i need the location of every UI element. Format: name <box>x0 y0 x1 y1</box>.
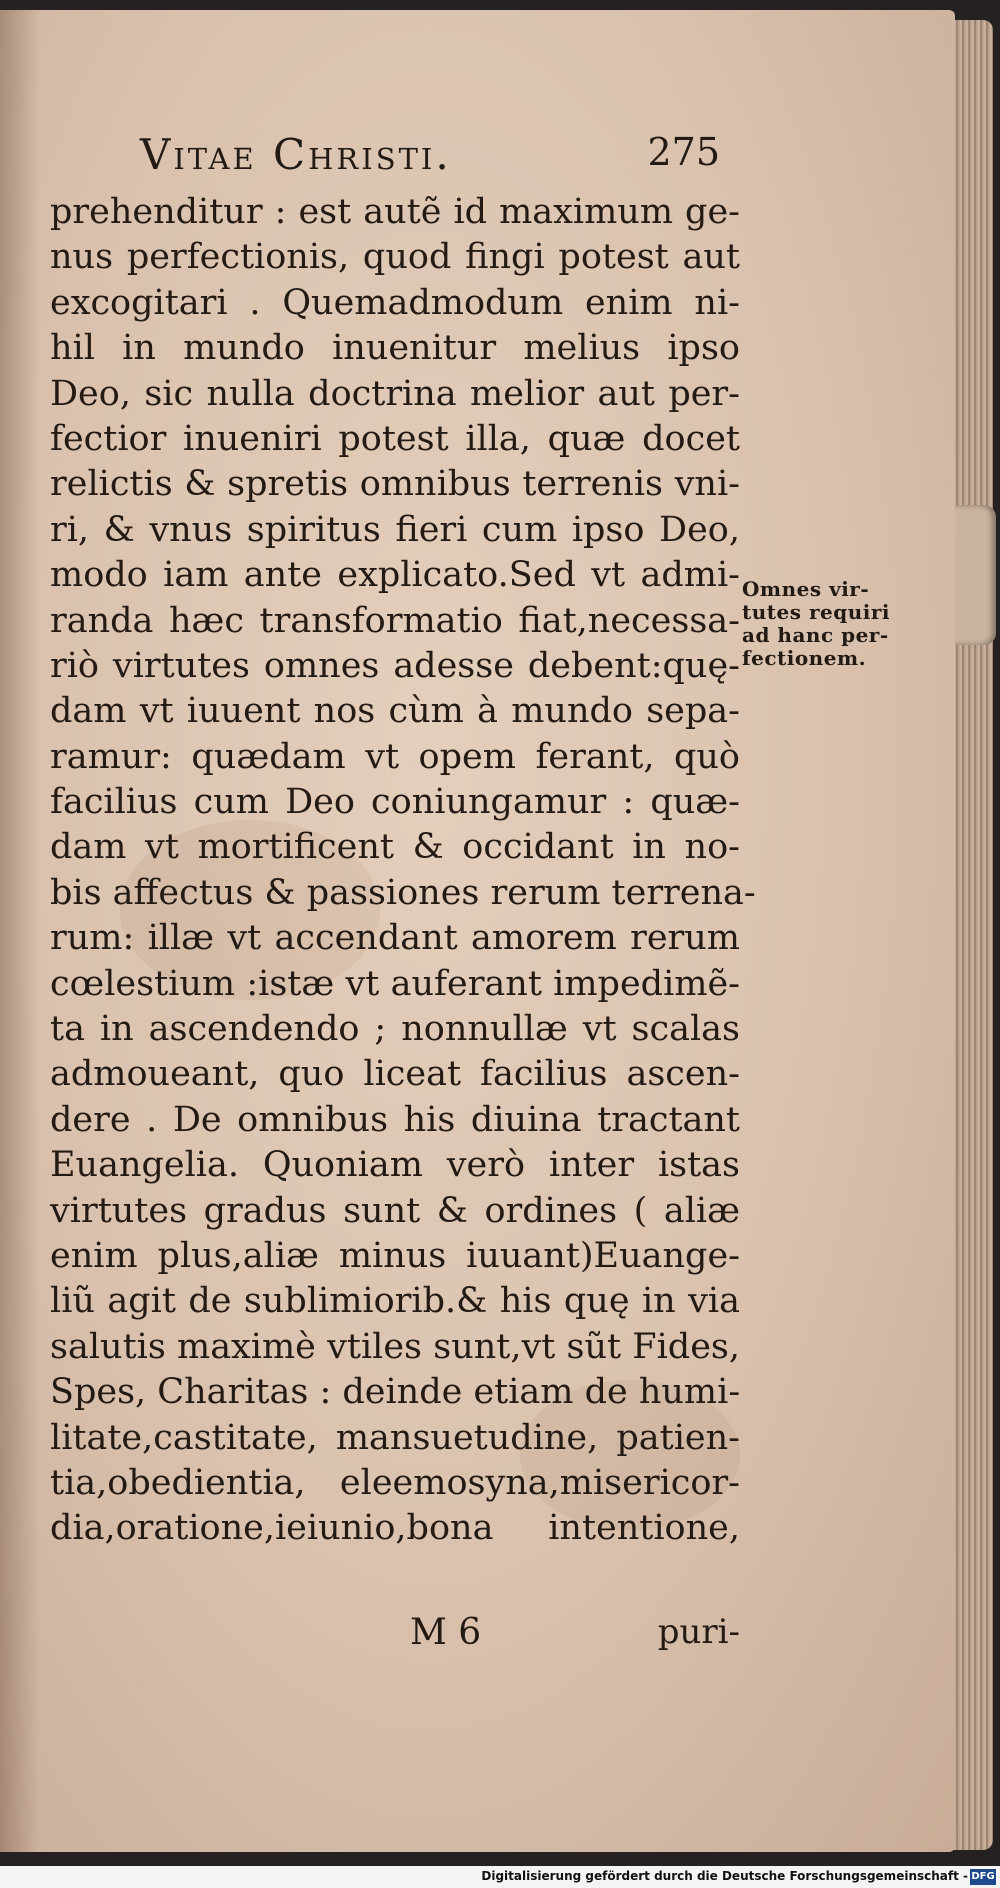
text-line: admoueant, quo liceat facilius ascen- <box>50 1054 740 1095</box>
text-line: virtutes gradus sunt & ordines ( aliæ <box>50 1190 740 1231</box>
page-tab <box>948 505 996 645</box>
text-line: dam vt iuuent nos cùm à mundo sepa- <box>50 691 740 732</box>
text-line: dere . De omnibus his diuina tractant <box>50 1099 740 1140</box>
page-number: 275 <box>647 130 720 174</box>
text-line: fectior inueniri potest illa, quæ docet <box>50 418 740 459</box>
note-line: Omnes vir- <box>742 577 870 601</box>
text-line: liũ agit de sublimiorib.& his quę in via <box>50 1281 740 1322</box>
digitization-credit-bar <box>0 1866 1000 1888</box>
text-line: riò virtutes omnes adesse debent:quę- <box>50 645 740 686</box>
text-line: dam vt mortificent & occidant in no- <box>50 827 740 868</box>
text-line: prehenditur : est autẽ id maximum ge- <box>50 192 740 232</box>
text-line: Euangelia. Quoniam verò inter istas <box>50 1145 740 1186</box>
credit-text: Digitalisierung gefördert durch die Deutsche Forschungsgemeinschaft - <box>481 1869 968 1883</box>
running-title: Vitae Christi. <box>140 130 452 179</box>
text-line: litate,castitate, mansuetudine, patien- <box>50 1417 740 1458</box>
text-line: Deo, sic nulla doctrina melior aut per- <box>50 373 740 414</box>
text-line: relictis & spretis omnibus terrenis vni- <box>50 464 740 505</box>
page-footer <box>50 1612 740 1662</box>
text-line: ramur: quædam vt opem ferant, quò <box>50 736 740 777</box>
text-line: excogitari . Quemadmodum enim ni- <box>50 282 740 323</box>
text-line: salutis maximè vtiles sunt,vt sũt Fides, <box>50 1326 740 1367</box>
text-line: hil in mundo inuenitur melius ipso <box>50 328 740 369</box>
gutter-shadow <box>0 10 40 1852</box>
text-line: facilius cum Deo coniungamur : quæ- <box>50 782 740 823</box>
page-header <box>140 130 720 180</box>
text-line: bis affectus & passiones rerum terrena- <box>50 872 756 913</box>
text-line: rum: illæ vt accendant amorem rerum <box>50 918 740 959</box>
signature-mark: M 6 <box>410 1612 482 1653</box>
dfg-logo: DFG <box>970 1869 996 1885</box>
text-line: ri, & vnus spiritus fieri cum ipso Deo, <box>50 509 740 550</box>
text-line: cœlestium :istæ vt auferant impedimẽ- <box>50 963 740 1004</box>
catchword: puri- <box>657 1612 740 1652</box>
marginal-note <box>742 578 917 670</box>
text-line: dia,oratione,ieiunio,bona intentione, <box>50 1508 740 1549</box>
note-line: fectionem. <box>742 646 867 670</box>
text-line: nus perfectionis, quod fingi potest aut <box>50 237 740 278</box>
note-line: ad hanc per- <box>742 623 889 647</box>
note-line: tutes requiri <box>742 600 890 624</box>
text-line: modo iam ante explicato.Sed vt admi- <box>50 555 740 596</box>
text-line: tia,obedientia, eleemosyna,misericor- <box>50 1462 740 1503</box>
text-line: ta in ascendendo ; nonnullæ vt scalas <box>50 1009 740 1050</box>
text-line: enim plus,aliæ minus iuuant)Euange- <box>50 1235 740 1276</box>
body-text <box>50 190 756 1552</box>
text-line: randa hæc transformatio fiat,necessa- <box>50 600 740 641</box>
text-line: Spes, Charitas : deinde etiam de humi- <box>50 1372 741 1413</box>
